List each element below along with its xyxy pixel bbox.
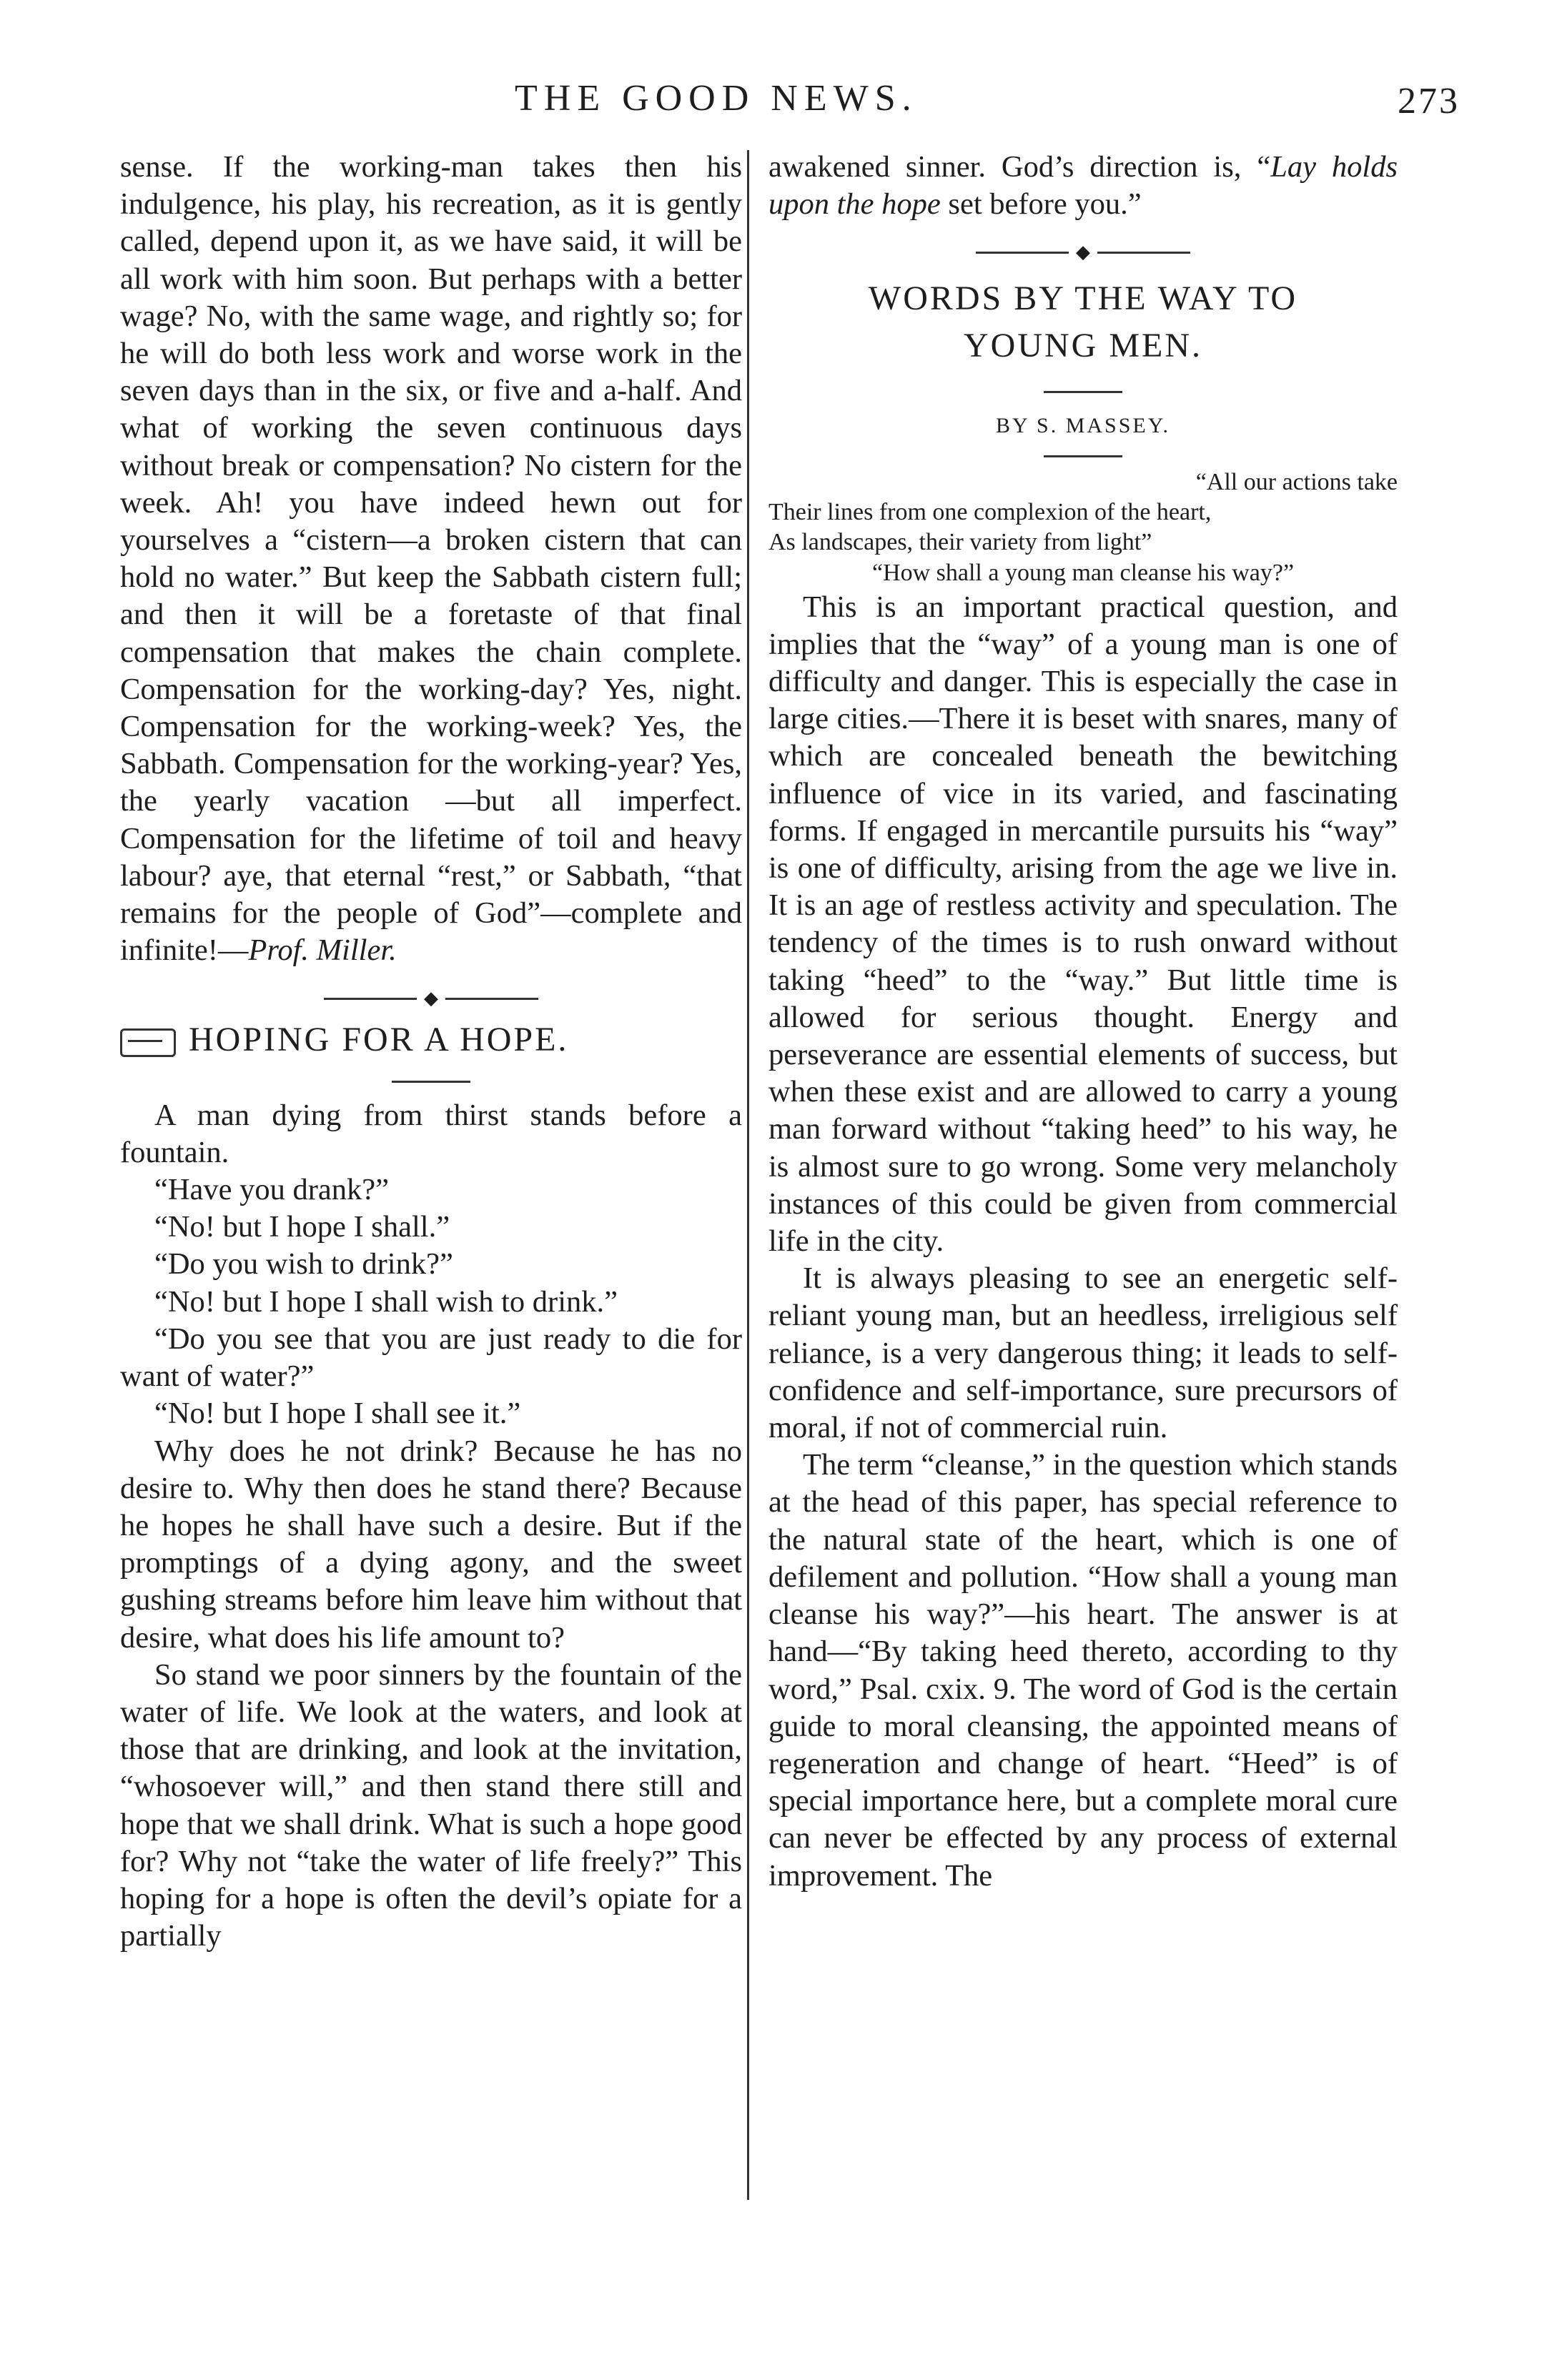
paragraph-text: sense. If the working-man takes then his indulgence, his play, his recreation, as it is gently called, depend upon it, as we have said, it will be all work with him soon. But perhaps with a better wage? No, with the same wage, and rightly so; for he will do both less work and worse work in the seven days than in the six, or five and a-half. And what of working the seven continuous days without break or compensation? No cistern for the week. Ah! you have indeed hewn out for yourselves a “cistern—a broken cistern that can hold no water.” But keep the Sabbath cistern full; and then it will be a foretaste of that final compensation that makes the chain complete. Compensation for the working-day? Yes, night. Compensation for the working-week? Yes, the Sabbath. Compensation for the working-year? Yes, the yearly vacation —but all imperfect. Compensation for the lifetime of toil and heavy labour? aye, that eternal “rest,” or Sabbath, “that remains for the people of God”—complete and infinite!— xyxy=(120,150,742,968)
epigraph-line: As landscapes, their variety from light” xyxy=(768,528,1152,555)
paragraph: It is always pleasing to see an energetic self-reliant young man, but an heedless, irreligious self reliance, is a very dangerous thing; it leads to self-confidence and self-importance, sure precursors of moral, if not of commercial ruin. xyxy=(768,1261,1398,1445)
article-continuation xyxy=(120,149,742,969)
right-column xyxy=(768,149,1398,1895)
column-divider xyxy=(747,150,749,2200)
paragraph xyxy=(768,149,1398,223)
section-heading xyxy=(120,1021,742,1058)
ornament-divider: ◆ xyxy=(976,252,1190,254)
epigraph xyxy=(768,467,1398,557)
article-title: WORDS BY THE WAY TO xyxy=(868,279,1298,318)
left-column xyxy=(120,149,742,1955)
paragraph: The term “cleanse,” in the question which stands at the head of this paper, has special reference to the natural state of the heart, which is one of defilement and pollution. “How shall a young man cleanse his way?”—his heart. The answer is at hand—“By taking heed thereto, according to thy word,” Psal. cxix. 9. The word of God is the certain guide to moral cleansing, the appointed means of regeneration and change of heart. “Heed” is of special importance here, but a complete moral cure can never be effected by any process of external improvement. The xyxy=(768,1448,1398,1893)
short-rule xyxy=(392,1081,470,1083)
short-rule xyxy=(1044,391,1122,393)
epigraph-line: Their lines from one complexion of the heart, xyxy=(768,498,1212,525)
dialogue-line: “No! but I hope I shall wish to drink.” xyxy=(154,1284,618,1319)
emphasis: Lay holds upon the hope xyxy=(768,150,1398,222)
dialogue-line: “No! but I hope I shall see it.” xyxy=(154,1397,521,1431)
running-head: THE GOOD NEWS. xyxy=(515,78,918,119)
ornament-divider: ◆ xyxy=(324,998,538,1000)
paragraph: A man dying from thirst stands before a fountain. xyxy=(120,1098,742,1169)
page-number: 273 xyxy=(1398,81,1460,122)
dialogue-line: “Have you drank?” xyxy=(154,1173,390,1207)
paragraph: This is an important practical question, and implies that the “way” of a young man is one of difficulty and danger. This is especially the case in large cities.—There it is beset with snares, many of which are concealed beneath the bewitching influence of vice in its varied, and fascinating forms. If engaged in mercantile pursuits his “way” is one of difficulty, arising from the age we live in. It is an age of restless activity and speculation. The tendency of the times is to rush onward without taking “heed” to the “way.” But little time is allowed for serious thought. Energy and perseverance are essential elements of success, but when these exist and are allowed to carry a young man forward without “taking heed” to his way, he is almost sure to go wrong. Some very melancholy instances of this could be given from commercial life in the city. xyxy=(768,590,1398,1259)
paragraph: So stand we poor sinners by the fountain of the water of life. We look at the waters, and look at those that are drinking, and look at the invitation, “whosoever will,” and then stand there still and hope that we shall drink. What is such a hope good for? Why not “take the water of life freely?” This hoping for a hope is often the devil’s opiate for a partially xyxy=(120,1657,742,1953)
paragraph-text: set before you.” xyxy=(940,187,1142,222)
dialogue-line: “No! but I hope I shall.” xyxy=(154,1210,450,1244)
attribution: Prof. Miller. xyxy=(248,933,397,968)
paragraph: Why does he not drink? Because he has no desire to. Why then does he stand there? Because he hopes he shall have such a desire. But if the promptings of a dying agony, and the sweet gushing streams before him leave him without that desire, what does his life amount to? xyxy=(120,1434,742,1655)
dialogue-line: “Do you see that you are just ready to die for want of water?” xyxy=(120,1322,742,1394)
paragraph-text: awakened sinner. God’s direction is, “ xyxy=(768,150,1271,184)
epigraph-line: “All our actions take xyxy=(1195,468,1398,495)
pointing-hand-icon xyxy=(120,1028,176,1057)
heading-text: HOPING FOR A HOPE. xyxy=(189,1021,569,1059)
byline: BY S. MASSEY. xyxy=(995,414,1171,438)
short-rule xyxy=(1044,455,1122,457)
scripture-question: “How shall a young man cleanse his way?” xyxy=(871,559,1295,586)
page-header xyxy=(0,77,1557,127)
article-title: YOUNG MEN. xyxy=(964,327,1202,365)
dialogue-line: “Do you wish to drink?” xyxy=(154,1247,453,1281)
